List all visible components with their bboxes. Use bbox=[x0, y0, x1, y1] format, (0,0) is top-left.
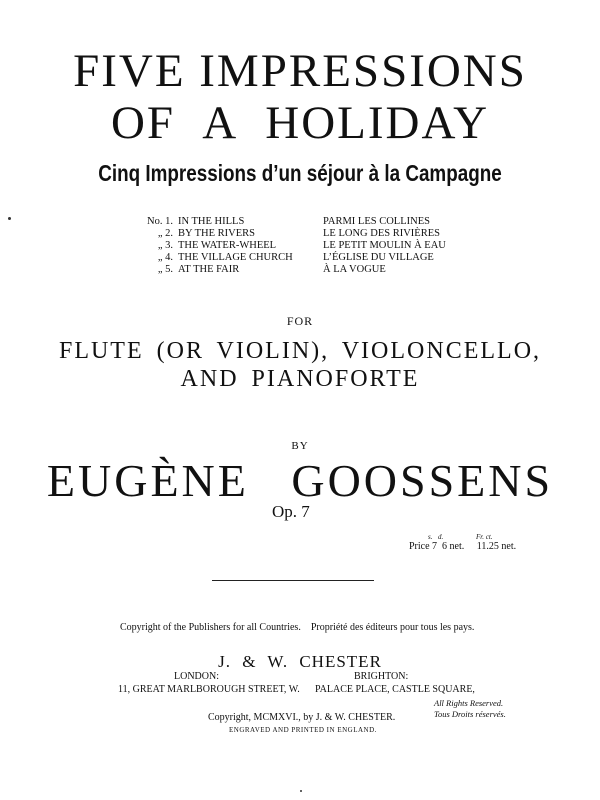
title-line-2: OF A HOLIDAY bbox=[110, 97, 490, 149]
movement-title-english: THE WATER-WHEEL bbox=[178, 240, 277, 251]
movement-title-french: PARMI LES COLLINES bbox=[323, 216, 430, 227]
instrumentation-line-1: FLUTE (OR VIOLIN), VIOLONCELLO, bbox=[58, 338, 542, 364]
movement-number: No. 1. bbox=[147, 216, 173, 227]
movement-row bbox=[145, 264, 505, 276]
composer-name: EUGÈNE GOOSSENS bbox=[46, 455, 554, 506]
rights-english: All Rights Reserved. bbox=[434, 698, 504, 708]
divider-rule bbox=[212, 580, 374, 581]
movement-row bbox=[145, 216, 505, 228]
movement-title-english: THE VILLAGE CHURCH bbox=[178, 252, 293, 263]
by-label: BY bbox=[291, 440, 309, 452]
movement-row bbox=[145, 228, 505, 240]
london-address: 11, GREAT MARLBOROUGH STREET, W. bbox=[118, 684, 300, 695]
brighton-address: PALACE PLACE, CASTLE SQUARE, bbox=[315, 684, 475, 695]
copyright-year: Copyright, MCMXVI., by J. & W. CHESTER. bbox=[208, 712, 396, 723]
movement-number: „ 2. bbox=[157, 228, 173, 239]
movement-number: „ 5. bbox=[157, 264, 173, 275]
paper-speck bbox=[8, 217, 11, 220]
movement-title-french: LE LONG DES RIVIÈRES bbox=[323, 228, 440, 239]
for-label: FOR bbox=[286, 314, 314, 328]
price-unit-pence: d. bbox=[438, 533, 444, 541]
london-label: LONDON: bbox=[174, 671, 219, 682]
movement-row bbox=[145, 240, 505, 252]
subtitle-french: Cinq Impressions d’un séjour à la Campagne bbox=[98, 160, 502, 186]
movement-number: „ 3. bbox=[157, 240, 173, 251]
brighton-label: BRIGHTON: bbox=[354, 671, 409, 682]
movement-title-french: LE PETIT MOULIN À EAU bbox=[323, 240, 446, 251]
rights-french: Tous Droits réservés. bbox=[434, 709, 506, 719]
title-line-1: FIVE IMPRESSIONS bbox=[73, 45, 527, 97]
price-unit-shillings: s. bbox=[428, 533, 433, 541]
opus-number: Op. 7 bbox=[272, 502, 310, 521]
paper-speck bbox=[300, 790, 302, 792]
publisher-name: J. & W. CHESTER bbox=[218, 652, 382, 671]
movement-number: „ 4. bbox=[157, 252, 173, 263]
movement-title-english: IN THE HILLS bbox=[178, 216, 245, 227]
movement-title-english: AT THE FAIR bbox=[178, 264, 240, 275]
movement-title-french: À LA VOGUE bbox=[323, 264, 386, 275]
movement-title-english: BY THE RIVERS bbox=[178, 228, 256, 239]
copyright-notice: Copyright of the Publishers for all Countries. Propriété des éditeurs pour tous les pays. bbox=[120, 622, 475, 633]
price-line: Price 7 6 net. 11.25 net. bbox=[409, 541, 517, 552]
price-unit-francs: Fr. ct. bbox=[476, 533, 493, 541]
instrumentation-line-2: AND PIANOFORTE bbox=[180, 366, 420, 392]
movement-title-french: L’ÉGLISE DU VILLAGE bbox=[323, 252, 434, 263]
engraved-notice: ENGRAVED AND PRINTED IN ENGLAND. bbox=[229, 726, 377, 734]
movement-list bbox=[145, 216, 505, 276]
rights-notice bbox=[434, 698, 506, 720]
movement-row bbox=[145, 252, 505, 264]
